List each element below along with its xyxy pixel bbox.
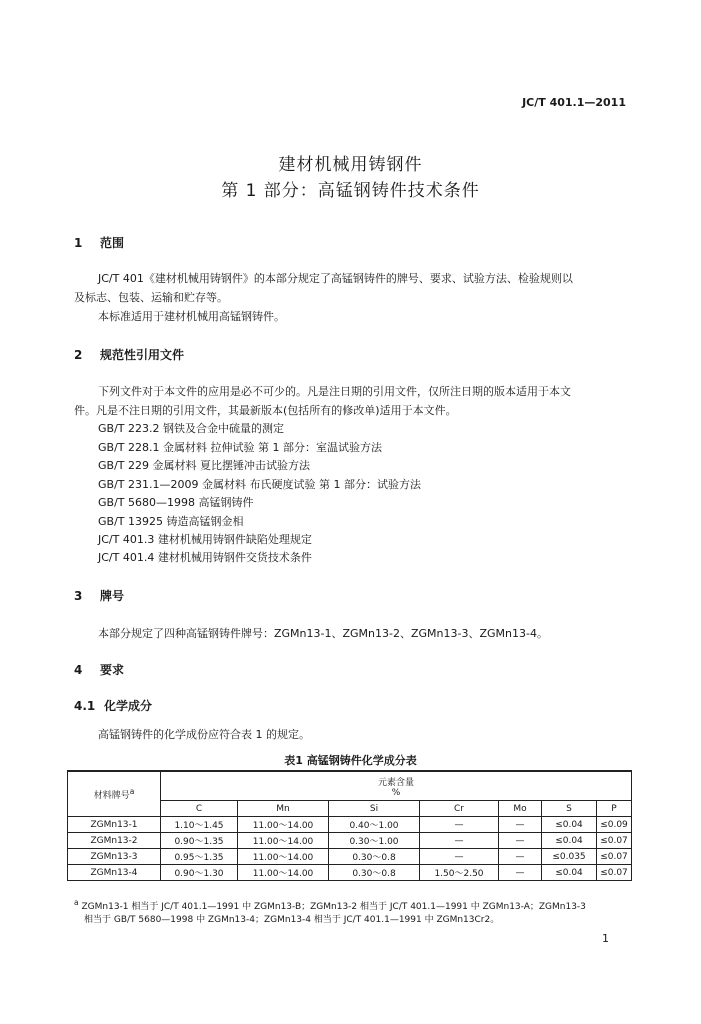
section-2-heading: [74, 346, 184, 363]
table-cell: —: [420, 833, 499, 849]
subsection-title: 化学成分: [104, 699, 153, 713]
table-cell: 11.00～14.00: [238, 817, 329, 833]
table-cell: ≤0.09: [597, 817, 632, 833]
table-cell: ≤0.07: [597, 833, 632, 849]
table-cell: —: [499, 849, 542, 865]
element-header-cell: [161, 771, 632, 801]
table-cell: 11.00～14.00: [238, 865, 329, 881]
unit-text: %: [391, 787, 401, 798]
column-header: C: [161, 801, 238, 817]
table-row: [68, 833, 632, 849]
reference-item: GB/T 5680—1998 高锰钢铸件: [98, 496, 254, 509]
table-cell: 11.00～14.00: [238, 833, 329, 849]
table-cell: 0.30～1.00: [329, 833, 420, 849]
column-header: Si: [329, 801, 420, 817]
table-cell: 1.50～2.50: [420, 865, 499, 881]
column-header: Mn: [238, 801, 329, 817]
section-3-paragraph: 本部分规定了四种高锰钢铸件牌号：ZGMn13-1、ZGMn13-2、ZGMn13-3、ZGMn13-4。: [98, 627, 548, 640]
table-cell: ≤0.04: [542, 833, 597, 849]
section-1-heading: [74, 234, 124, 251]
table-cell: —: [420, 817, 499, 833]
footnote-line: 相当于 GB/T 5680—1998 中 ZGMn13-4；ZGMn13-4 相当于 JC/T 401.1—1991 中 ZGMn13Cr2。: [84, 915, 500, 925]
table-cell: ZGMn13-1: [68, 817, 161, 833]
table-cell: 0.30～0.8: [329, 865, 420, 881]
reference-item: GB/T 223.2 钢铁及合金中硫量的测定: [98, 422, 284, 435]
footnote-text: ZGMn13-1 相当于 JC/T 401.1—1991 中 ZGMn13-B；ZGMn13-2 相当于 JC/T 401.1—1991 中 ZGMn13-A；ZGMn13-3: [81, 902, 586, 912]
page-number: 1: [602, 932, 609, 945]
column-header: S: [542, 801, 597, 817]
table-cell: 11.00～14.00: [238, 849, 329, 865]
table-caption: 表1 高锰钢铸件化学成分表: [284, 754, 417, 767]
reference-item: GB/T 13925 铸造高锰钢金相: [98, 515, 244, 528]
subsection-number: 4.1: [74, 699, 96, 713]
section-3-heading: [74, 587, 124, 604]
column-header: P: [597, 801, 632, 817]
element-header-text: 元素含量: [377, 777, 414, 788]
section-number: 2: [74, 348, 83, 362]
reference-item: GB/T 228.1 金属材料 拉伸试验 第 1 部分：室温试验方法: [98, 441, 382, 454]
table-cell: ≤0.04: [542, 865, 597, 881]
table-cell: —: [420, 849, 499, 865]
table-cell: —: [499, 865, 542, 881]
table-cell: —: [499, 817, 542, 833]
reference-item: GB/T 231.1—2009 金属材料 布氏硬度试验 第 1 部分：试验方法: [98, 478, 421, 491]
table-cell: 1.10～1.45: [161, 817, 238, 833]
table-cell: 0.90～1.35: [161, 833, 238, 849]
grade-header-cell: [68, 771, 161, 817]
grade-header-text: 材料牌号: [93, 791, 130, 801]
document-subtitle: 第 1 部分：高锰钢铸件技术条件: [221, 181, 480, 201]
section-number: 3: [74, 589, 83, 603]
footnote-line: [74, 896, 634, 914]
table-cell: ≤0.035: [542, 849, 597, 865]
table-cell: —: [499, 833, 542, 849]
section-number: 1: [74, 236, 83, 250]
table-cell: ZGMn13-3: [68, 849, 161, 865]
chemical-composition-table: [67, 770, 632, 881]
column-header: Mo: [499, 801, 542, 817]
subsection-4-1-paragraph: 高锰钢铸件的化学成份应符合表 1 的规定。: [98, 728, 310, 741]
section-1-scope-statement: 本标准适用于建材机械用高锰钢铸件。: [98, 310, 285, 323]
section-4-heading: [74, 661, 124, 678]
table-cell: 0.95～1.35: [161, 849, 238, 865]
standard-code: JC/T 401.1—2011: [522, 96, 626, 109]
reference-item: JC/T 401.3 建材机械用铸钢件缺陷处理规定: [98, 533, 312, 546]
section-title: 范围: [100, 236, 125, 250]
table-cell: 0.40～1.00: [329, 817, 420, 833]
table-cell: 0.30～0.8: [329, 849, 420, 865]
table-cell: ZGMn13-4: [68, 865, 161, 881]
table-cell: ≤0.07: [597, 849, 632, 865]
footnote-marker: a: [129, 787, 135, 796]
table-row: [68, 865, 632, 881]
section-2-paragraph-line: 下列文件对于本文件的应用是必不可少的。凡是注日期的引用文件，仅所注日期的版本适用于本文: [98, 385, 571, 398]
table-footnote: [74, 896, 634, 927]
footnote-marker: a: [74, 898, 79, 907]
table-cell: ≤0.04: [542, 817, 597, 833]
section-title: 要求: [100, 663, 125, 677]
reference-item: JC/T 401.4 建材机械用铸钢件交货技术条件: [98, 551, 312, 564]
column-header: Cr: [420, 801, 499, 817]
section-title: 规范性引用文件: [100, 348, 185, 362]
subsection-4-1-heading: [74, 697, 152, 714]
table-cell: ≤0.07: [597, 865, 632, 881]
section-1-paragraph-line: JC/T 401《建材机械用铸钢件》的本部分规定了高锰钢铸件的牌号、要求、试验方法、检验规则以: [98, 272, 573, 285]
reference-item: GB/T 229 金属材料 夏比摆锤冲击试验方法: [98, 459, 310, 472]
table-cell: ZGMn13-2: [68, 833, 161, 849]
section-number: 4: [74, 663, 83, 677]
section-title: 牌号: [100, 589, 125, 603]
table-row: [68, 849, 632, 865]
section-1-paragraph-line: 及标志、包装、运输和贮存等。: [74, 291, 228, 304]
section-2-paragraph-line: 件。凡是不注日期的引用文件，其最新版本(包括所有的修改单)适用于本文件。: [74, 404, 457, 417]
table-row: [68, 817, 632, 833]
table-cell: 0.90～1.30: [161, 865, 238, 881]
document-title: 建材机械用铸钢件: [278, 155, 423, 175]
